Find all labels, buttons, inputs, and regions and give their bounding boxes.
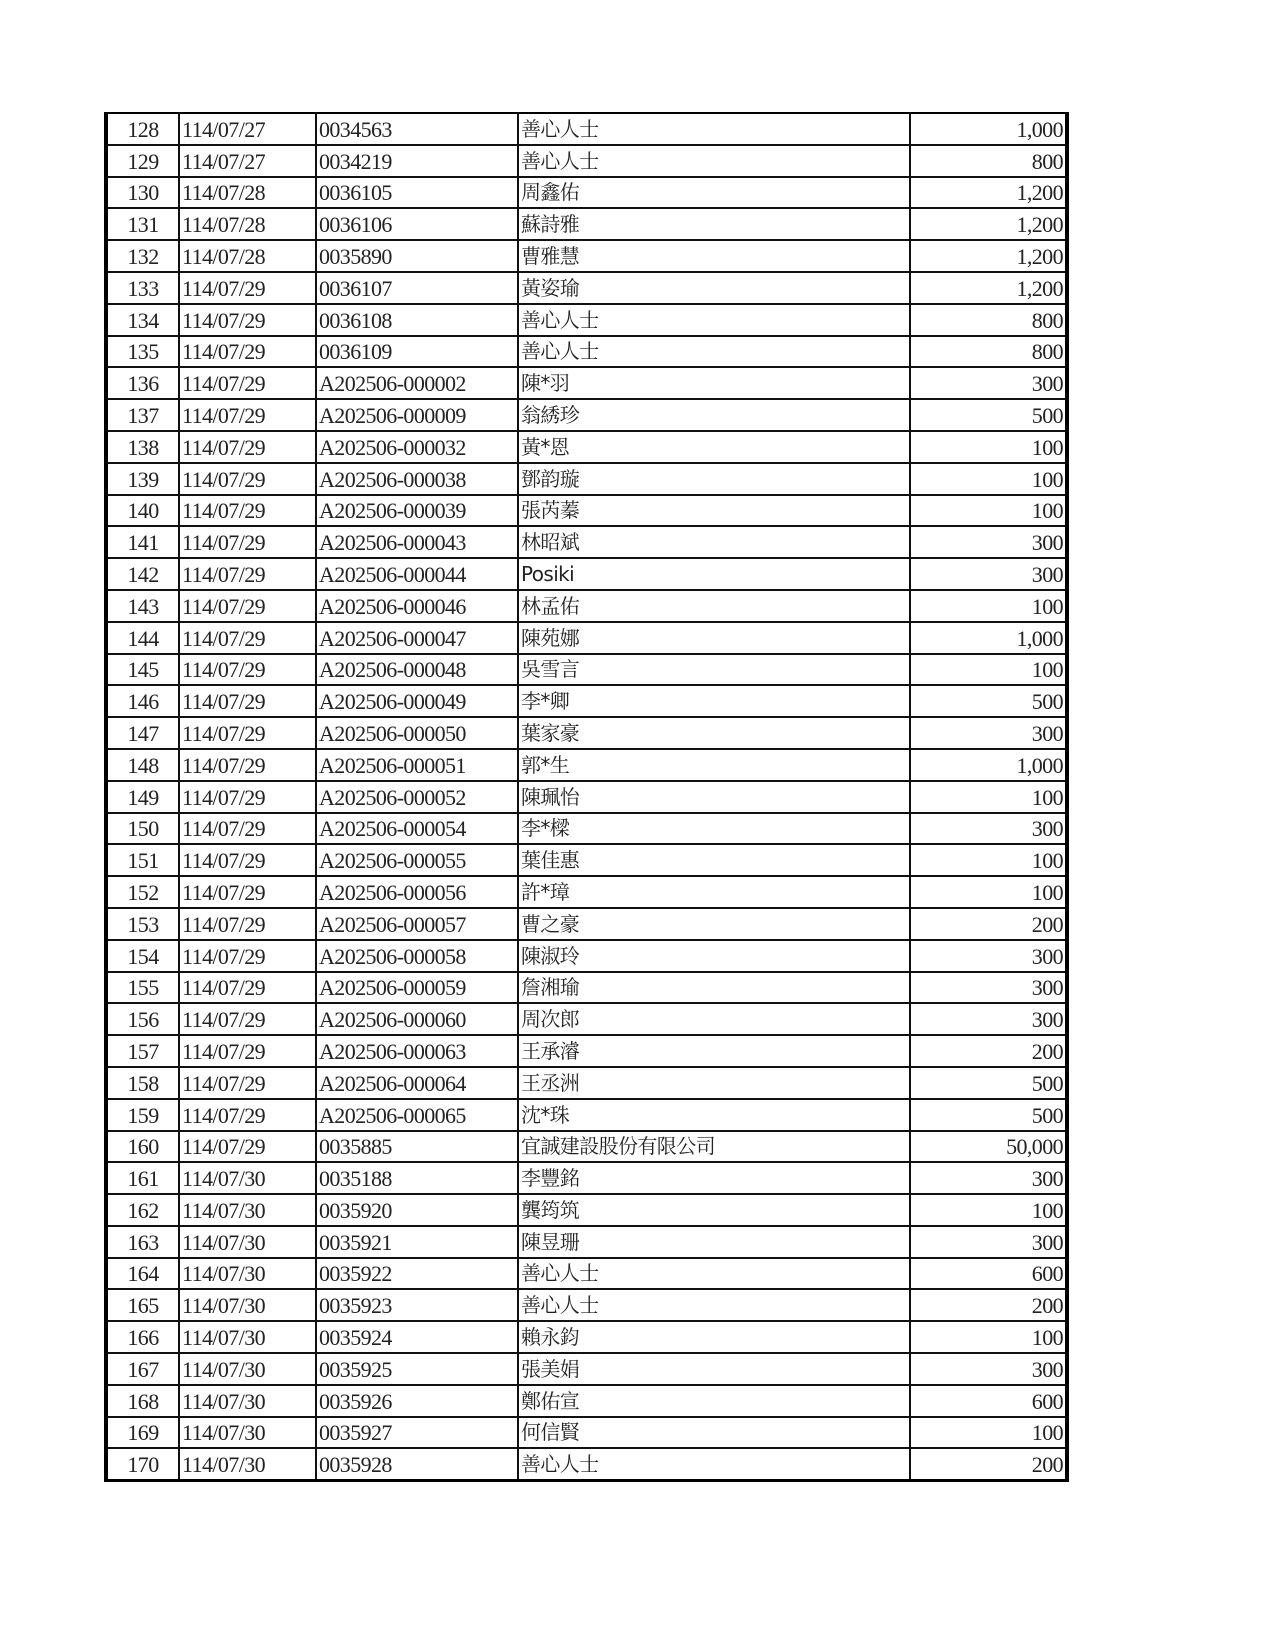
row-number-cell: 134 bbox=[106, 304, 179, 336]
date-cell: 114/07/29 bbox=[179, 908, 316, 940]
table-row bbox=[106, 145, 1067, 177]
amount-cell: 300 bbox=[910, 1353, 1067, 1385]
date-cell: 114/07/30 bbox=[179, 1258, 316, 1290]
date-cell: 114/07/29 bbox=[179, 526, 316, 558]
amount-cell: 300 bbox=[910, 940, 1067, 972]
amount-cell: 100 bbox=[910, 431, 1067, 463]
amount-cell: 1,200 bbox=[910, 177, 1067, 209]
donor-name-cell: 善心人士 bbox=[518, 304, 910, 336]
receipt-number-cell: 0036107 bbox=[316, 272, 518, 304]
date-cell: 114/07/29 bbox=[179, 1099, 316, 1131]
date-cell: 114/07/29 bbox=[179, 940, 316, 972]
date-cell: 114/07/29 bbox=[179, 1035, 316, 1067]
date-cell: 114/07/30 bbox=[179, 1162, 316, 1194]
table-row bbox=[106, 1131, 1067, 1163]
amount-cell: 200 bbox=[910, 1289, 1067, 1321]
amount-cell: 1,000 bbox=[910, 113, 1067, 145]
row-number-cell: 147 bbox=[106, 717, 179, 749]
table-row bbox=[106, 1003, 1067, 1035]
receipt-number-cell: A202506-000058 bbox=[316, 940, 518, 972]
amount-cell: 100 bbox=[910, 654, 1067, 686]
table-row bbox=[106, 495, 1067, 527]
table-row bbox=[106, 558, 1067, 590]
receipt-number-cell: A202506-000060 bbox=[316, 1003, 518, 1035]
donor-name-cell: 李*樑 bbox=[518, 813, 910, 845]
receipt-number-cell: A202506-000063 bbox=[316, 1035, 518, 1067]
receipt-number-cell: A202506-000051 bbox=[316, 749, 518, 781]
row-number-cell: 163 bbox=[106, 1226, 179, 1258]
amount-cell: 300 bbox=[910, 813, 1067, 845]
date-cell: 114/07/29 bbox=[179, 844, 316, 876]
row-number-cell: 164 bbox=[106, 1258, 179, 1290]
amount-cell: 100 bbox=[910, 1321, 1067, 1353]
amount-cell: 100 bbox=[910, 495, 1067, 527]
row-number-cell: 166 bbox=[106, 1321, 179, 1353]
receipt-number-cell: 0035920 bbox=[316, 1194, 518, 1226]
donor-name-cell: 鄧韵璇 bbox=[518, 463, 910, 495]
table-row bbox=[106, 1353, 1067, 1385]
row-number-cell: 143 bbox=[106, 590, 179, 622]
date-cell: 114/07/30 bbox=[179, 1385, 316, 1417]
table-row bbox=[106, 940, 1067, 972]
amount-cell: 500 bbox=[910, 1099, 1067, 1131]
date-cell: 114/07/30 bbox=[179, 1417, 316, 1449]
receipt-number-cell: A202506-000055 bbox=[316, 844, 518, 876]
receipt-number-cell: A202506-000054 bbox=[316, 813, 518, 845]
receipt-number-cell: A202506-000047 bbox=[316, 622, 518, 654]
table-row bbox=[106, 717, 1067, 749]
table-row bbox=[106, 367, 1067, 399]
table-row bbox=[106, 781, 1067, 813]
table-row bbox=[106, 1385, 1067, 1417]
date-cell: 114/07/29 bbox=[179, 367, 316, 399]
receipt-number-cell: 0034219 bbox=[316, 145, 518, 177]
receipt-number-cell: 0035924 bbox=[316, 1321, 518, 1353]
table-row bbox=[106, 844, 1067, 876]
receipt-number-cell: A202506-000057 bbox=[316, 908, 518, 940]
donor-name-cell: 翁綉珍 bbox=[518, 399, 910, 431]
row-number-cell: 142 bbox=[106, 558, 179, 590]
donor-name-cell: 賴永鈞 bbox=[518, 1321, 910, 1353]
row-number-cell: 170 bbox=[106, 1448, 179, 1480]
table-row bbox=[106, 304, 1067, 336]
receipt-number-cell: A202506-000056 bbox=[316, 876, 518, 908]
amount-cell: 800 bbox=[910, 304, 1067, 336]
row-number-cell: 153 bbox=[106, 908, 179, 940]
table-row bbox=[106, 1162, 1067, 1194]
donor-name-cell: 葉家豪 bbox=[518, 717, 910, 749]
table-row bbox=[106, 526, 1067, 558]
date-cell: 114/07/29 bbox=[179, 972, 316, 1004]
table-row bbox=[106, 208, 1067, 240]
table-row bbox=[106, 1226, 1067, 1258]
amount-cell: 800 bbox=[910, 145, 1067, 177]
row-number-cell: 145 bbox=[106, 654, 179, 686]
row-number-cell: 141 bbox=[106, 526, 179, 558]
receipt-number-cell: A202506-000048 bbox=[316, 654, 518, 686]
row-number-cell: 169 bbox=[106, 1417, 179, 1449]
amount-cell: 100 bbox=[910, 1417, 1067, 1449]
receipt-number-cell: 0036109 bbox=[316, 336, 518, 368]
donor-name-cell: 王承濬 bbox=[518, 1035, 910, 1067]
table-row bbox=[106, 908, 1067, 940]
date-cell: 114/07/30 bbox=[179, 1289, 316, 1321]
receipt-number-cell: 0035922 bbox=[316, 1258, 518, 1290]
date-cell: 114/07/29 bbox=[179, 876, 316, 908]
receipt-number-cell: A202506-000043 bbox=[316, 526, 518, 558]
amount-cell: 1,200 bbox=[910, 240, 1067, 272]
donor-name-cell: 郭*生 bbox=[518, 749, 910, 781]
donor-name-cell: 沈*珠 bbox=[518, 1099, 910, 1131]
donor-name-cell: 黃姿瑜 bbox=[518, 272, 910, 304]
donor-name-cell: 張芮蓁 bbox=[518, 495, 910, 527]
date-cell: 114/07/30 bbox=[179, 1194, 316, 1226]
receipt-number-cell: A202506-000050 bbox=[316, 717, 518, 749]
donor-name-cell: 善心人士 bbox=[518, 1289, 910, 1321]
row-number-cell: 149 bbox=[106, 781, 179, 813]
amount-cell: 1,200 bbox=[910, 272, 1067, 304]
receipt-number-cell: A202506-000039 bbox=[316, 495, 518, 527]
date-cell: 114/07/27 bbox=[179, 145, 316, 177]
amount-cell: 200 bbox=[910, 908, 1067, 940]
row-number-cell: 137 bbox=[106, 399, 179, 431]
donor-name-cell: 陳昱珊 bbox=[518, 1226, 910, 1258]
date-cell: 114/07/29 bbox=[179, 590, 316, 622]
donor-name-cell: 李*卿 bbox=[518, 685, 910, 717]
donor-name-cell: 李豐銘 bbox=[518, 1162, 910, 1194]
amount-cell: 100 bbox=[910, 876, 1067, 908]
row-number-cell: 152 bbox=[106, 876, 179, 908]
receipt-number-cell: 0036105 bbox=[316, 177, 518, 209]
table-row bbox=[106, 813, 1067, 845]
row-number-cell: 162 bbox=[106, 1194, 179, 1226]
date-cell: 114/07/30 bbox=[179, 1353, 316, 1385]
table-row bbox=[106, 685, 1067, 717]
date-cell: 114/07/29 bbox=[179, 463, 316, 495]
table-row bbox=[106, 1258, 1067, 1290]
date-cell: 114/07/29 bbox=[179, 717, 316, 749]
receipt-number-cell: 0035926 bbox=[316, 1385, 518, 1417]
row-number-cell: 167 bbox=[106, 1353, 179, 1385]
date-cell: 114/07/29 bbox=[179, 749, 316, 781]
table-row bbox=[106, 1289, 1067, 1321]
donor-name-cell: 何信賢 bbox=[518, 1417, 910, 1449]
date-cell: 114/07/29 bbox=[179, 495, 316, 527]
table-row bbox=[106, 654, 1067, 686]
row-number-cell: 157 bbox=[106, 1035, 179, 1067]
donor-name-cell: 蘇詩雅 bbox=[518, 208, 910, 240]
table-row bbox=[106, 622, 1067, 654]
table-row bbox=[106, 749, 1067, 781]
row-number-cell: 144 bbox=[106, 622, 179, 654]
row-number-cell: 130 bbox=[106, 177, 179, 209]
row-number-cell: 158 bbox=[106, 1067, 179, 1099]
table-row bbox=[106, 336, 1067, 368]
date-cell: 114/07/30 bbox=[179, 1321, 316, 1353]
receipt-number-cell: 0035928 bbox=[316, 1448, 518, 1480]
receipt-number-cell: 0035188 bbox=[316, 1162, 518, 1194]
amount-cell: 300 bbox=[910, 558, 1067, 590]
date-cell: 114/07/29 bbox=[179, 336, 316, 368]
table-row bbox=[106, 972, 1067, 1004]
donor-name-cell: 善心人士 bbox=[518, 145, 910, 177]
amount-cell: 100 bbox=[910, 463, 1067, 495]
donor-name-cell: 曹之豪 bbox=[518, 908, 910, 940]
amount-cell: 100 bbox=[910, 1194, 1067, 1226]
donor-name-cell: 龔筠筑 bbox=[518, 1194, 910, 1226]
receipt-number-cell: 0034563 bbox=[316, 113, 518, 145]
receipt-number-cell: A202506-000046 bbox=[316, 590, 518, 622]
date-cell: 114/07/29 bbox=[179, 558, 316, 590]
receipt-number-cell: A202506-000038 bbox=[316, 463, 518, 495]
row-number-cell: 151 bbox=[106, 844, 179, 876]
date-cell: 114/07/28 bbox=[179, 177, 316, 209]
donor-name-cell: 吳雪言 bbox=[518, 654, 910, 686]
donor-name-cell: 善心人士 bbox=[518, 1448, 910, 1480]
table-row bbox=[106, 399, 1067, 431]
date-cell: 114/07/29 bbox=[179, 399, 316, 431]
donor-name-cell: Posiki bbox=[518, 558, 910, 590]
donor-name-cell: 黃*恩 bbox=[518, 431, 910, 463]
receipt-number-cell: 0035927 bbox=[316, 1417, 518, 1449]
table-row bbox=[106, 1417, 1067, 1449]
date-cell: 114/07/29 bbox=[179, 813, 316, 845]
table-row bbox=[106, 177, 1067, 209]
donation-table-body bbox=[106, 113, 1067, 1481]
receipt-number-cell: 0035921 bbox=[316, 1226, 518, 1258]
table-row bbox=[106, 1194, 1067, 1226]
donor-name-cell: 林昭斌 bbox=[518, 526, 910, 558]
receipt-number-cell: A202506-000064 bbox=[316, 1067, 518, 1099]
row-number-cell: 129 bbox=[106, 145, 179, 177]
receipt-number-cell: 0035885 bbox=[316, 1131, 518, 1163]
amount-cell: 600 bbox=[910, 1258, 1067, 1290]
date-cell: 114/07/29 bbox=[179, 1003, 316, 1035]
date-cell: 114/07/29 bbox=[179, 1067, 316, 1099]
table-row bbox=[106, 431, 1067, 463]
receipt-number-cell: A202506-000044 bbox=[316, 558, 518, 590]
donor-name-cell: 陳*羽 bbox=[518, 367, 910, 399]
row-number-cell: 156 bbox=[106, 1003, 179, 1035]
date-cell: 114/07/29 bbox=[179, 272, 316, 304]
row-number-cell: 155 bbox=[106, 972, 179, 1004]
row-number-cell: 131 bbox=[106, 208, 179, 240]
donor-name-cell: 許*璋 bbox=[518, 876, 910, 908]
table-row bbox=[106, 1099, 1067, 1131]
date-cell: 114/07/30 bbox=[179, 1448, 316, 1480]
date-cell: 114/07/29 bbox=[179, 654, 316, 686]
receipt-number-cell: 0035925 bbox=[316, 1353, 518, 1385]
receipt-number-cell: 0036106 bbox=[316, 208, 518, 240]
row-number-cell: 138 bbox=[106, 431, 179, 463]
amount-cell: 300 bbox=[910, 972, 1067, 1004]
donor-name-cell: 善心人士 bbox=[518, 336, 910, 368]
receipt-number-cell: A202506-000049 bbox=[316, 685, 518, 717]
receipt-number-cell: A202506-000032 bbox=[316, 431, 518, 463]
donor-name-cell: 曹雅慧 bbox=[518, 240, 910, 272]
donor-name-cell: 陳苑娜 bbox=[518, 622, 910, 654]
amount-cell: 100 bbox=[910, 781, 1067, 813]
date-cell: 114/07/29 bbox=[179, 622, 316, 654]
date-cell: 114/07/30 bbox=[179, 1226, 316, 1258]
receipt-number-cell: A202506-000052 bbox=[316, 781, 518, 813]
receipt-number-cell: 0035923 bbox=[316, 1289, 518, 1321]
donor-name-cell: 周鑫佑 bbox=[518, 177, 910, 209]
row-number-cell: 168 bbox=[106, 1385, 179, 1417]
receipt-number-cell: A202506-000002 bbox=[316, 367, 518, 399]
table-row bbox=[106, 1035, 1067, 1067]
date-cell: 114/07/29 bbox=[179, 781, 316, 813]
row-number-cell: 165 bbox=[106, 1289, 179, 1321]
receipt-number-cell: A202506-000009 bbox=[316, 399, 518, 431]
date-cell: 114/07/27 bbox=[179, 113, 316, 145]
amount-cell: 1,200 bbox=[910, 208, 1067, 240]
donor-name-cell: 張美娟 bbox=[518, 1353, 910, 1385]
table-row bbox=[106, 1067, 1067, 1099]
date-cell: 114/07/29 bbox=[179, 304, 316, 336]
donor-name-cell: 陳淑玲 bbox=[518, 940, 910, 972]
donor-name-cell: 善心人士 bbox=[518, 1258, 910, 1290]
table-row bbox=[106, 272, 1067, 304]
row-number-cell: 136 bbox=[106, 367, 179, 399]
table-row bbox=[106, 1448, 1067, 1480]
donor-name-cell: 林孟佑 bbox=[518, 590, 910, 622]
amount-cell: 100 bbox=[910, 590, 1067, 622]
donor-name-cell: 周次郎 bbox=[518, 1003, 910, 1035]
amount-cell: 1,000 bbox=[910, 749, 1067, 781]
row-number-cell: 146 bbox=[106, 685, 179, 717]
row-number-cell: 133 bbox=[106, 272, 179, 304]
date-cell: 114/07/29 bbox=[179, 431, 316, 463]
row-number-cell: 135 bbox=[106, 336, 179, 368]
amount-cell: 500 bbox=[910, 399, 1067, 431]
amount-cell: 500 bbox=[910, 1067, 1067, 1099]
amount-cell: 300 bbox=[910, 1226, 1067, 1258]
amount-cell: 300 bbox=[910, 1003, 1067, 1035]
amount-cell: 50,000 bbox=[910, 1131, 1067, 1163]
row-number-cell: 139 bbox=[106, 463, 179, 495]
receipt-number-cell: A202506-000065 bbox=[316, 1099, 518, 1131]
row-number-cell: 132 bbox=[106, 240, 179, 272]
amount-cell: 300 bbox=[910, 526, 1067, 558]
receipt-number-cell: 0036108 bbox=[316, 304, 518, 336]
table-row bbox=[106, 240, 1067, 272]
table-row bbox=[106, 590, 1067, 622]
amount-cell: 300 bbox=[910, 1162, 1067, 1194]
donation-table bbox=[104, 112, 1069, 1482]
donor-name-cell: 王丞洲 bbox=[518, 1067, 910, 1099]
amount-cell: 200 bbox=[910, 1448, 1067, 1480]
amount-cell: 800 bbox=[910, 336, 1067, 368]
row-number-cell: 159 bbox=[106, 1099, 179, 1131]
date-cell: 114/07/28 bbox=[179, 240, 316, 272]
amount-cell: 300 bbox=[910, 367, 1067, 399]
receipt-number-cell: A202506-000059 bbox=[316, 972, 518, 1004]
row-number-cell: 160 bbox=[106, 1131, 179, 1163]
row-number-cell: 154 bbox=[106, 940, 179, 972]
donor-name-cell: 宜誠建設股份有限公司 bbox=[518, 1131, 910, 1163]
table-row bbox=[106, 463, 1067, 495]
row-number-cell: 148 bbox=[106, 749, 179, 781]
amount-cell: 300 bbox=[910, 717, 1067, 749]
date-cell: 114/07/29 bbox=[179, 1131, 316, 1163]
donor-name-cell: 善心人士 bbox=[518, 113, 910, 145]
amount-cell: 200 bbox=[910, 1035, 1067, 1067]
amount-cell: 500 bbox=[910, 685, 1067, 717]
date-cell: 114/07/29 bbox=[179, 685, 316, 717]
receipt-number-cell: 0035890 bbox=[316, 240, 518, 272]
table-row bbox=[106, 876, 1067, 908]
amount-cell: 600 bbox=[910, 1385, 1067, 1417]
amount-cell: 1,000 bbox=[910, 622, 1067, 654]
amount-cell: 100 bbox=[910, 844, 1067, 876]
table-row bbox=[106, 113, 1067, 145]
date-cell: 114/07/28 bbox=[179, 208, 316, 240]
row-number-cell: 140 bbox=[106, 495, 179, 527]
donor-name-cell: 鄭佑宣 bbox=[518, 1385, 910, 1417]
row-number-cell: 150 bbox=[106, 813, 179, 845]
donor-name-cell: 陳珮怡 bbox=[518, 781, 910, 813]
row-number-cell: 128 bbox=[127, 116, 159, 142]
donor-name-cell: 葉佳惠 bbox=[518, 844, 910, 876]
row-number-cell: 161 bbox=[106, 1162, 179, 1194]
donor-name-cell: 詹湘瑜 bbox=[518, 972, 910, 1004]
table-row bbox=[106, 1321, 1067, 1353]
